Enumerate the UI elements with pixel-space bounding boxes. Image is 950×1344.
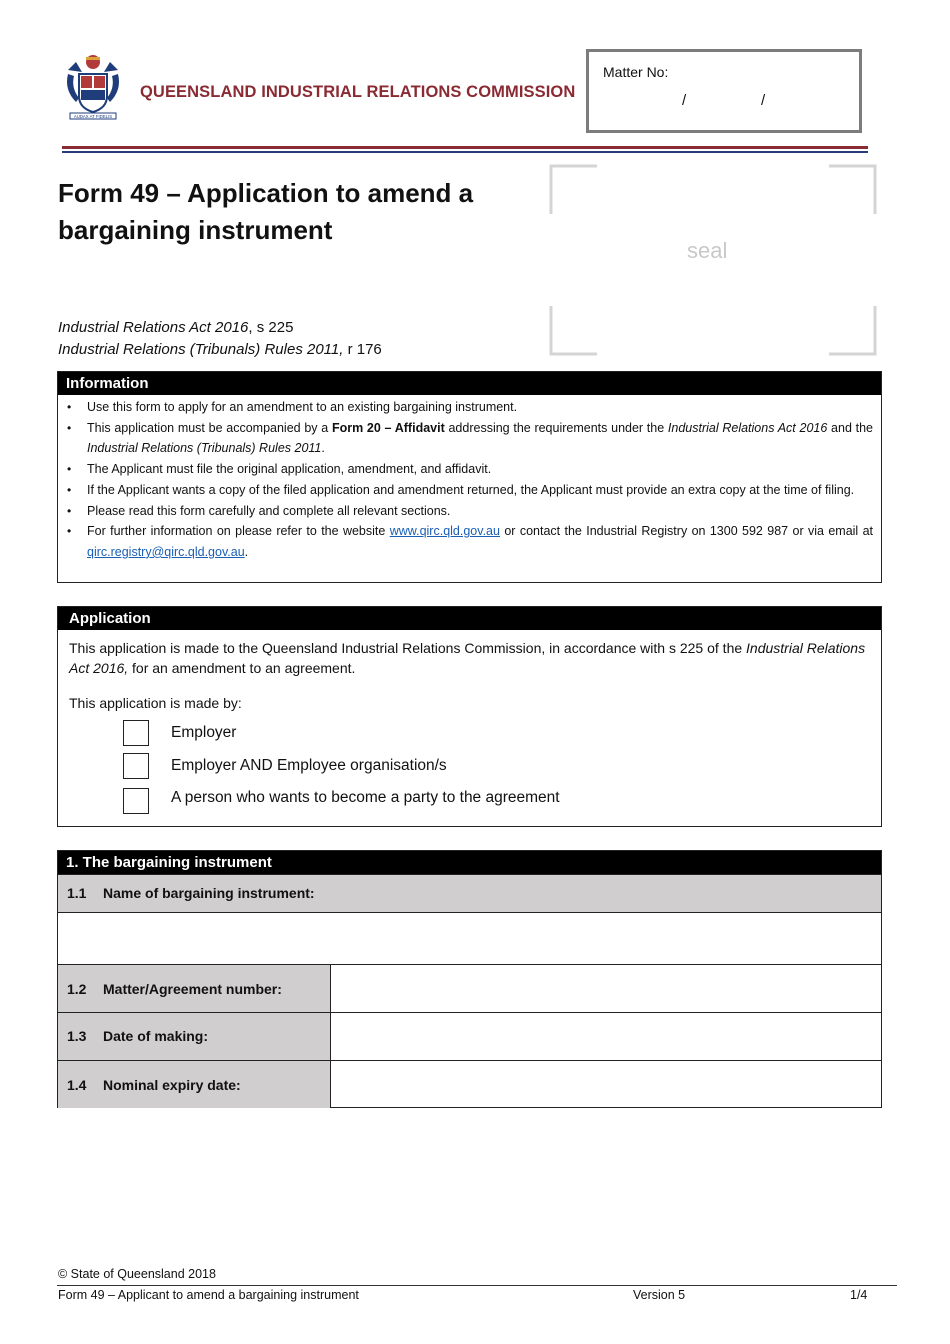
option-new-party[interactable] bbox=[123, 788, 823, 816]
application-paragraph: This application is made to the Queensland Industrial Relations Commission, in accordance with s 225 of the Industrial Relations Act 2016, for an amendment to an agreement. bbox=[69, 640, 866, 676]
legislation-act: Industrial Relations Act 2016, s 225 bbox=[58, 319, 294, 336]
row-label: Matter/Agreement number: bbox=[103, 981, 282, 997]
option-employer-and-organisation[interactable] bbox=[123, 753, 823, 781]
application-heading: Application bbox=[58, 607, 881, 630]
checkbox-employer-and-organisation[interactable] bbox=[123, 753, 149, 779]
row-name-label bbox=[58, 874, 881, 912]
checkbox-employer[interactable] bbox=[123, 720, 149, 746]
matter-no-separator: / bbox=[761, 92, 766, 109]
name-of-instrument-field[interactable] bbox=[58, 912, 881, 964]
table-row bbox=[58, 964, 881, 1012]
information-heading: Information bbox=[58, 372, 881, 395]
date-of-making-field[interactable] bbox=[331, 1013, 881, 1060]
copyright: © State of Queensland 2018 bbox=[58, 1267, 216, 1281]
row-label: Nominal expiry date: bbox=[103, 1077, 241, 1093]
org-name: QUEENSLAND INDUSTRIAL RELATIONS COMMISSION bbox=[140, 83, 576, 101]
title-line: Form 49 – Application to amend a bbox=[58, 178, 474, 208]
page-title bbox=[58, 175, 528, 249]
title-line: bargaining instrument bbox=[58, 215, 333, 245]
made-by-label: This application is made by: bbox=[69, 695, 242, 711]
option-label: Employer AND Employee organisation/s bbox=[171, 757, 447, 774]
option-label: A person who wants to become a party to the agreement bbox=[171, 789, 560, 806]
information-section bbox=[57, 371, 882, 583]
info-item: • For further information on please refer to the website www.qirc.qld.gov.au or contact the Industrial Registry on 1300 592 987 or via email at qirc.registry@qirc.qld.gov.au. bbox=[87, 521, 873, 562]
row-number: 1.3 bbox=[67, 1028, 87, 1044]
header-rule-navy bbox=[62, 151, 868, 153]
footer-rule bbox=[57, 1285, 897, 1286]
agreement-number-field[interactable] bbox=[331, 965, 881, 1012]
bargaining-heading: 1. The bargaining instrument bbox=[58, 851, 881, 874]
crest-motto: AUDAX AT FIDELIS bbox=[73, 114, 113, 119]
footer-form-title: Form 49 – Applicant to amend a bargaining instrument bbox=[58, 1288, 359, 1302]
application-section bbox=[57, 606, 882, 827]
website-link[interactable]: www.qirc.qld.gov.au bbox=[389, 524, 500, 539]
matter-no-separator: / bbox=[682, 92, 687, 109]
header-rule-maroon bbox=[62, 146, 868, 149]
qirc-crest-logo bbox=[62, 52, 124, 122]
row-number: 1.4 bbox=[67, 1077, 87, 1093]
table-row bbox=[58, 1060, 881, 1108]
info-item: • This application must be accompanied by a Form 20 – Affidavit addressing the requirements under the Industrial Relations Act 2016 and the Industrial Relations (Tribunals) Rules 2011. bbox=[87, 418, 873, 459]
checkbox-new-party[interactable] bbox=[123, 788, 149, 814]
info-item: • If the Applicant wants a copy of the filed application and amendment returned, the Applicant must provide an extra copy at the time of filing. bbox=[87, 480, 873, 501]
row-number: 1.1 bbox=[67, 885, 87, 901]
matter-number-box[interactable] bbox=[586, 49, 862, 133]
footer-page-number: 1/4 bbox=[850, 1288, 868, 1302]
nominal-expiry-date-field[interactable] bbox=[331, 1061, 881, 1108]
matter-no-label: Matter No: bbox=[603, 64, 669, 80]
bargaining-instrument-section bbox=[57, 850, 882, 1108]
footer-version: Version 5 bbox=[633, 1288, 686, 1302]
row-number: 1.2 bbox=[67, 981, 87, 997]
option-label: Employer bbox=[171, 724, 237, 741]
info-item: • Use this form to apply for an amendment to an existing bargaining instrument. bbox=[87, 397, 873, 418]
legislation-rules: Industrial Relations (Tribunals) Rules 2011, r 176 bbox=[58, 341, 382, 358]
info-item: • Please read this form carefully and complete all relevant sections. bbox=[87, 501, 873, 522]
email-link[interactable]: qirc.registry@qirc.qld.gov.au bbox=[87, 544, 245, 559]
seal-label: seal bbox=[687, 238, 728, 263]
option-employer[interactable] bbox=[123, 720, 823, 748]
row-label: Date of making: bbox=[103, 1028, 209, 1044]
info-item: • The Applicant must file the original application, amendment, and affidavit. bbox=[87, 459, 873, 480]
row-label: Name of bargaining instrument: bbox=[103, 885, 315, 901]
table-row bbox=[58, 1012, 881, 1060]
